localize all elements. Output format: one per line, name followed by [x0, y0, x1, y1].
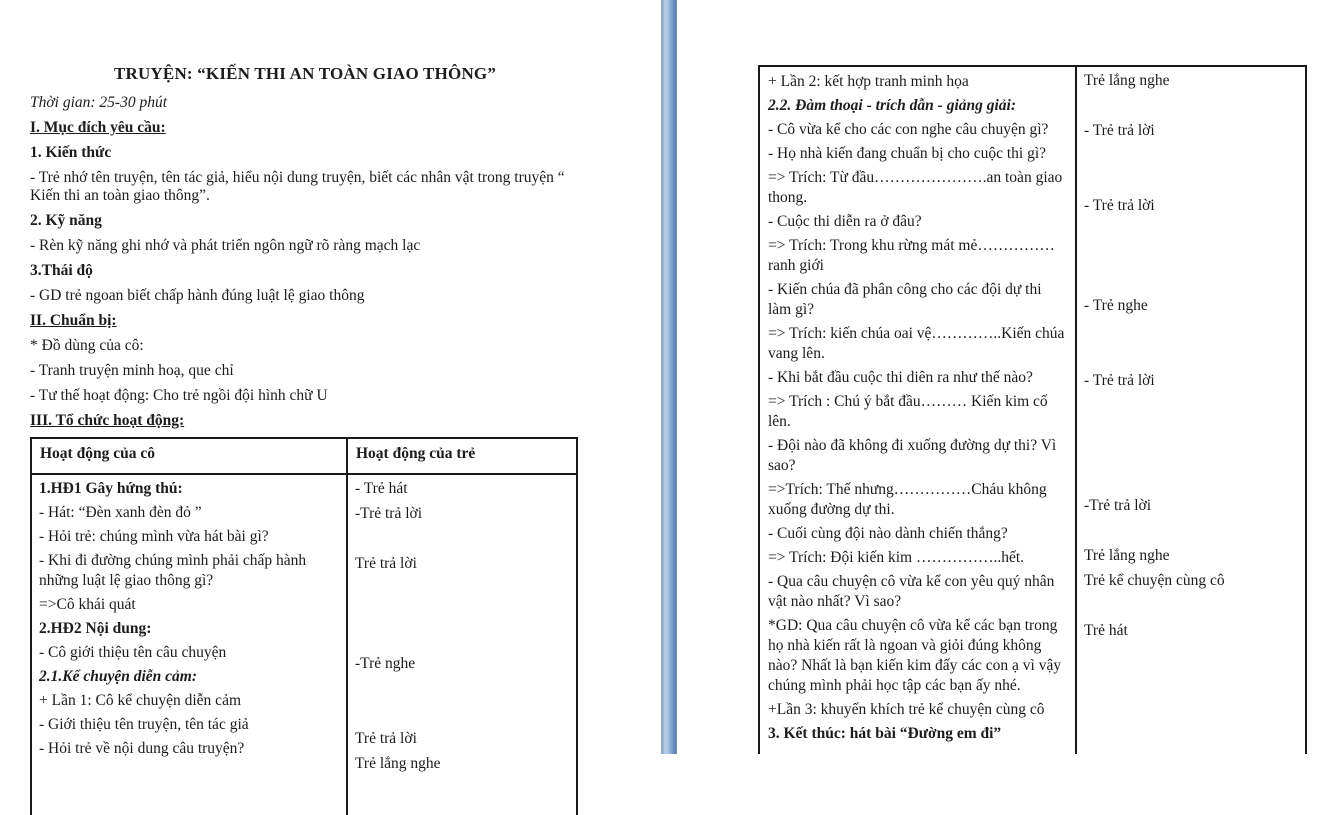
- paragraph: Trẻ lắng nghe: [355, 755, 441, 772]
- paragraph: - Kiến chúa đã phân công cho các đội dự thi làm gì?: [768, 281, 1042, 318]
- activity-table-page1: [30, 437, 578, 815]
- paragraph: [355, 679, 569, 699]
- paragraph: [1084, 171, 1298, 191]
- paragraph: Trẻ trả lời: [355, 555, 417, 572]
- paragraph: - Cô giới thiệu tên câu chuyện: [39, 644, 227, 661]
- paragraph: - Đội nào đã không đi xuống đường dự thi? Vì sao?: [768, 437, 1057, 474]
- paragraph: - Hỏi trẻ: chúng mình vừa hát bài gì?: [39, 528, 269, 545]
- child-activity-cell: [348, 475, 576, 815]
- paragraph: [1084, 96, 1298, 116]
- paragraph: - Họ nhà kiến đang chuẩn bị cho cuộc thi gì?: [768, 145, 1047, 162]
- paragraph: =>Trích: Thế nhưng……………Cháu không xuống đường dự thi.: [768, 481, 1047, 518]
- paragraph: I. Mục đích yêu cầu:: [30, 119, 166, 136]
- table-row: [32, 475, 576, 815]
- teacher-activity-cell: [32, 475, 348, 815]
- paragraph: + Lần 2: kết hợp tranh minh họa: [768, 73, 969, 90]
- paragraph: 3.Thái độ: [30, 262, 93, 279]
- paragraph: - Rèn kỹ năng ghi nhớ và phát triển ngôn ngữ rõ ràng mạch lạc: [30, 237, 421, 254]
- paragraph: [1084, 271, 1298, 291]
- paragraph: - Tranh truyện minh hoạ, que chỉ: [30, 362, 234, 379]
- table-row: [760, 67, 1305, 754]
- paragraph: Thời gian: 25-30 phút: [30, 94, 168, 111]
- paragraph: [1084, 421, 1298, 441]
- paragraph: -Trẻ trả lời: [355, 505, 423, 522]
- paragraph: [1084, 146, 1298, 166]
- paragraph: - Cô vừa kể cho các con nghe câu chuyện gì?: [768, 121, 1049, 138]
- teacher-activity-cell: [760, 67, 1077, 754]
- paragraph: 2.HĐ2 Nội dung:: [39, 620, 152, 637]
- table-header-row: [32, 439, 576, 475]
- paragraph: III. Tổ chức hoạt động:: [30, 412, 185, 429]
- paragraph: +Lần 3: khuyến khích trẻ kể chuyện cùng cô: [768, 701, 1045, 718]
- column-header-teacher-activity: Hoạt động của cô: [32, 439, 348, 473]
- paragraph: + Lần 1: Cô kể chuyện diễn cảm: [39, 692, 241, 709]
- paragraph: [355, 529, 569, 549]
- paragraph: => Trích: Trong khu rừng mát mẻ……………ranh giới: [768, 237, 1055, 274]
- paragraph: [1084, 346, 1298, 366]
- paragraph: - Trẻ nghe: [1084, 297, 1148, 314]
- paragraph: [1084, 246, 1298, 266]
- paragraph: - Qua câu chuyện cô vừa kể con yêu quý nhân vật nào nhất? Vì sao?: [768, 573, 1055, 610]
- paragraph: 2. Kỹ năng: [30, 212, 102, 229]
- paragraph: - GD trẻ ngoan biết chấp hành đúng luật lệ giao thông: [30, 287, 365, 304]
- paragraph: - Trẻ nhớ tên truyện, tên tác giả, hiểu nội dung truyện, biết các nhân vật trong truyện “ Kiến thi an toàn giao thông”.: [30, 169, 565, 204]
- paragraph: * Đồ dùng của cô:: [30, 337, 144, 354]
- paragraph: [355, 704, 569, 724]
- child-activity-cell: [1077, 67, 1305, 754]
- paragraph: [1084, 446, 1298, 466]
- paragraph: - Giới thiệu tên truyện, tên tác giả: [39, 716, 249, 733]
- paragraph: [1084, 321, 1298, 341]
- paragraph: - Tư thế hoạt động: Cho trẻ ngồi đội hình chữ U: [30, 387, 328, 404]
- paragraph: -Trẻ nghe: [355, 655, 416, 672]
- paragraph: Trẻ trả lời: [355, 730, 417, 747]
- paragraph: - Hỏi trẻ về nội dung câu truyện?: [39, 740, 245, 757]
- paragraph: - Trẻ trả lời: [1084, 197, 1155, 214]
- paragraph: -Trẻ trả lời: [1084, 497, 1152, 514]
- paragraph: => Trích: Đội kiến kim ……………..hết.: [768, 549, 1025, 566]
- paragraph: - Cuối cùng đội nào dành chiến thắng?: [768, 525, 1008, 542]
- paragraph: [1084, 396, 1298, 416]
- paragraph: 1.HĐ1 Gây hứng thú:: [39, 480, 183, 497]
- page-1: [30, 0, 580, 815]
- paragraph: II. Chuẩn bị:: [30, 312, 117, 329]
- paragraph: - Trẻ trả lời: [1084, 372, 1155, 389]
- paragraph: 1. Kiến thức: [30, 144, 112, 161]
- paragraph: - Cuộc thi diễn ra ở đâu?: [768, 213, 922, 230]
- intro-section: [30, 94, 580, 430]
- paragraph: - Trẻ trả lời: [1084, 122, 1155, 139]
- paragraph: => Trích : Chú ý bắt đầu……… Kiến kim cố lên.: [768, 393, 1048, 430]
- paragraph: [355, 579, 569, 599]
- paragraph: - Hát: “Đèn xanh đèn đỏ ”: [39, 504, 202, 521]
- paragraph: 2.2. Đàm thoại - trích dẫn - giảng giải:: [768, 97, 1017, 114]
- paragraph: [355, 629, 569, 649]
- paragraph: 2.1.Kể chuyện diễn cảm:: [39, 668, 197, 685]
- paragraph: Trẻ lắng nghe: [1084, 72, 1170, 89]
- paragraph: 3. Kết thúc: hát bài “Đường em đi”: [768, 725, 1002, 742]
- column-header-child-activity: Hoạt động của trẻ: [356, 445, 476, 462]
- paragraph: [355, 604, 569, 624]
- paragraph: Trẻ kể chuyện cùng cô: [1084, 572, 1225, 589]
- paragraph: Trẻ lắng nghe: [1084, 547, 1170, 564]
- paragraph: - Khi đi đường chúng mình phải chấp hành những luật lệ giao thông gì?: [39, 552, 307, 589]
- paragraph: [1084, 221, 1298, 241]
- paragraph: => Trích: Từ đầu………………….an toàn giao thong.: [768, 169, 1063, 206]
- paragraph: =>Cô khái quát: [39, 596, 136, 613]
- paragraph: [1084, 471, 1298, 491]
- page-title: TRUYỆN: “KIẾN THI AN TOÀN GIAO THÔNG”: [113, 64, 497, 83]
- paragraph: Trẻ hát: [1084, 622, 1128, 639]
- paragraph: [1084, 596, 1298, 616]
- paragraph: - Trẻ hát: [355, 480, 408, 497]
- paragraph: *GD: Qua câu chuyện cô vừa kể các bạn trong họ nhà kiến rất là ngoan và giỏi đúng không nào? Nhất là bạn kiến kim đấy các con ạ vì vậy chúng mình phải học tập các bạn ấy nhé.: [768, 617, 1062, 694]
- activity-table-page2: [758, 65, 1307, 754]
- page-divider: [661, 0, 677, 754]
- paragraph: => Trích: kiến chúa oai vệ…………..Kiến chúa vang lên.: [768, 325, 1065, 362]
- paragraph: - Khi bắt đầu cuộc thi diên ra như thế nào?: [768, 369, 1033, 386]
- paragraph: [1084, 521, 1298, 541]
- page-2: [758, 65, 1307, 754]
